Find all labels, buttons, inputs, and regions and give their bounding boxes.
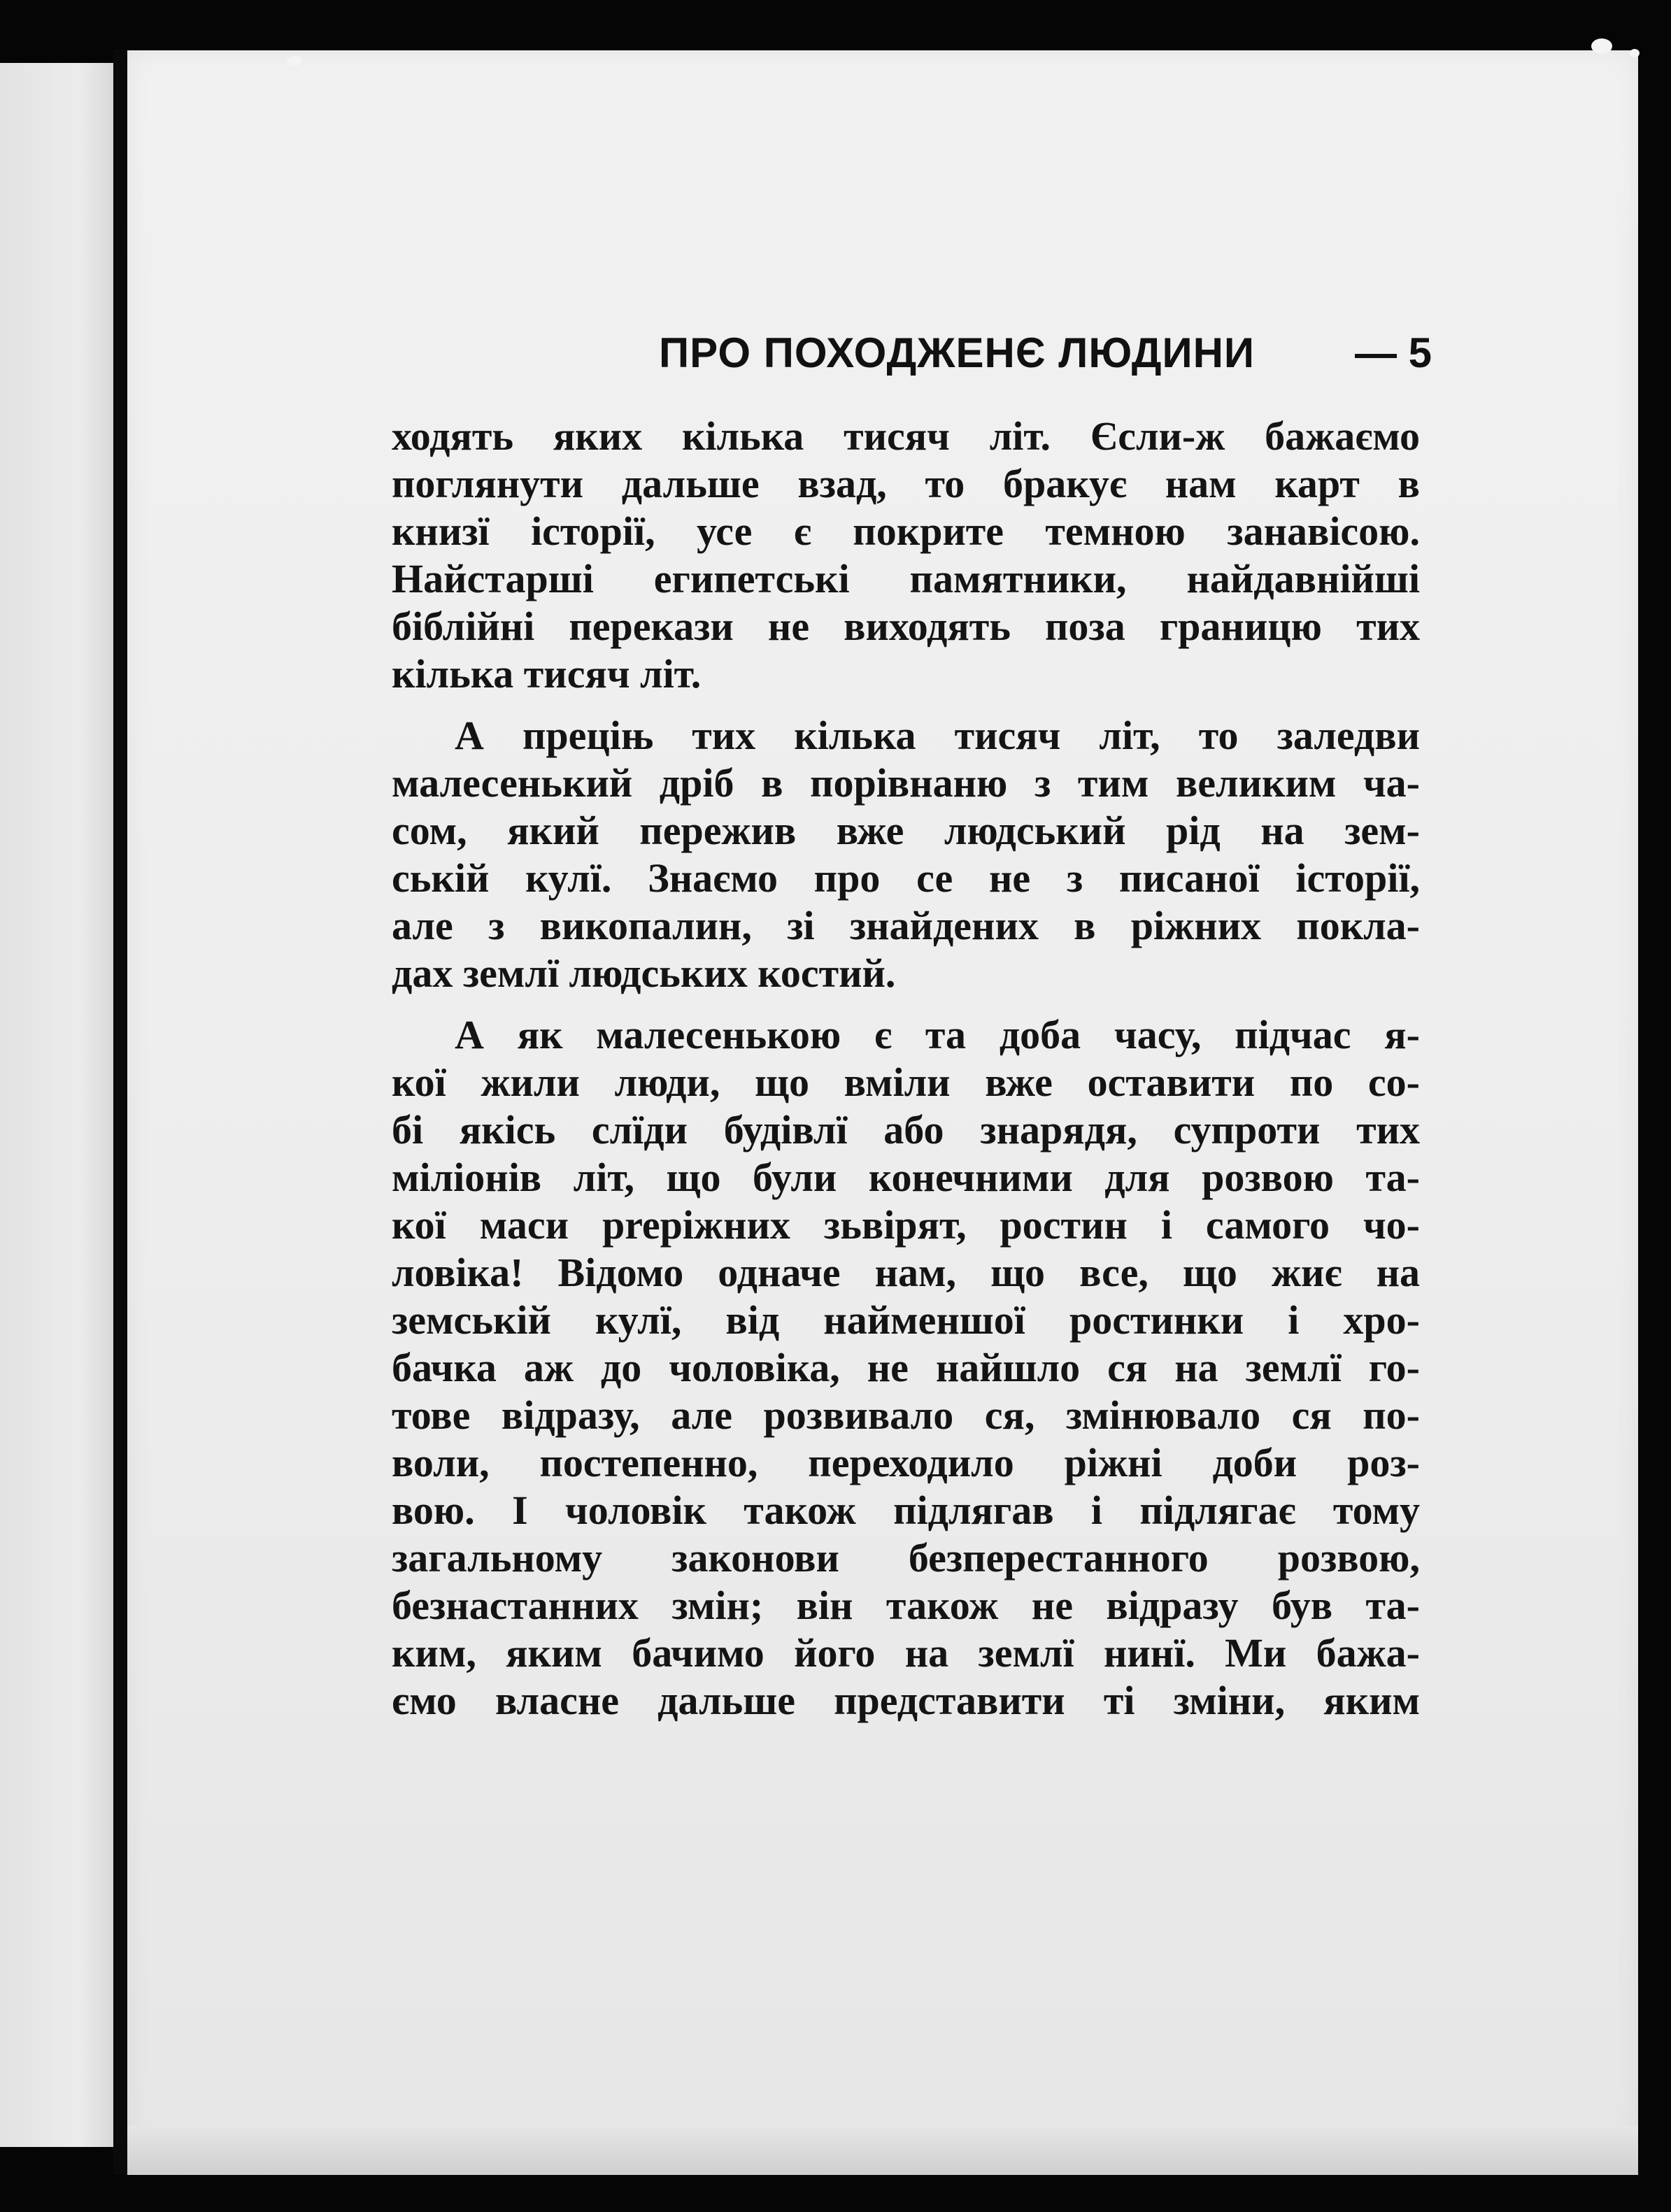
text-line: ській кулї. Знаємо про се не з писаної історії, [392, 855, 1420, 901]
text-line: сом, який пережив вже людський рід на зем- [392, 808, 1420, 853]
text-line: бачка аж до чоловіка, не найшло ся на землї го- [392, 1345, 1420, 1390]
body-text [392, 413, 1420, 1725]
paragraph [392, 1011, 1420, 1725]
text-line: ким, яким бачимо його на землї нинї. Ми бажа- [392, 1630, 1420, 1676]
dust-speck [287, 56, 302, 66]
paragraph-gap [392, 698, 1420, 712]
text-line: міліонів літ, що були конечними для розвою та- [392, 1155, 1420, 1200]
text-line: земській кулї, від найменшої ростинки і хро- [392, 1297, 1420, 1343]
dust-speck [1591, 38, 1612, 54]
text-line: тове відразу, але розвивало ся, змінювало ся по- [392, 1392, 1420, 1438]
text-line: кілька тисяч літ. [392, 651, 702, 697]
text-line: дах землї людських костий. [392, 950, 896, 996]
text-line: але з викопалин, зі знайдених в ріжних поклa- [392, 903, 1420, 948]
facing-page-edge [0, 63, 113, 2147]
book-gutter [113, 49, 127, 2175]
text-line: бі якісь слїди будівлї або знарядя, супроти тих [392, 1107, 1420, 1153]
text-line: ловіка! Відомо одначе нам, що все, що жиє на [392, 1250, 1420, 1295]
text-line: Найстарші египетські памятники, найдавнійші [392, 556, 1420, 601]
text-line: загальному законови безперестанного розвою, [392, 1535, 1420, 1580]
paragraph [392, 712, 1420, 997]
text-line: А як малесенькою є та доба часу, підчас я- [455, 1012, 1420, 1057]
text-line: кої жили люди, що вміли вже оставити по со- [392, 1059, 1420, 1105]
text-line: малесенький дріб в порівнаню з тим великим ча- [392, 760, 1420, 806]
running-title: ПРО ПОХОДЖЕНЄ ЛЮДИНИ [659, 329, 1256, 376]
text-line: вою. І чоловік також підлягав і підлягає тому [392, 1487, 1420, 1533]
paragraph [392, 413, 1420, 698]
page-bottom-edge [127, 2126, 1638, 2175]
text-line: воли, постепенно, переходило ріжні доби роз- [392, 1440, 1420, 1485]
text-line: книзї історії, усе є покрите темною занавісою. [392, 508, 1420, 554]
text-line: А преціњ тих кілька тисяч літ, то заледви [455, 713, 1420, 758]
text-line: ємо власне дальше представити ті зміни, яким [392, 1678, 1420, 1723]
text-line: ходять яких кілька тисяч літ. Єсли-ж бажаємо [392, 413, 1420, 459]
dust-speck [1630, 49, 1640, 57]
text-line: безнастанних змін; він також не відразу був та- [392, 1583, 1420, 1628]
running-header [127, 329, 1638, 385]
text-line: кої маси preріжних зьвірят, ростин і самого чо- [392, 1202, 1420, 1248]
text-line: поглянути дальше взад, то бракує нам карт в [392, 461, 1420, 506]
page-number: — 5 [1355, 329, 1432, 376]
paragraph-gap [392, 997, 1420, 1011]
text-line: біблійні перекази не виходять поза границю тих [392, 604, 1420, 649]
